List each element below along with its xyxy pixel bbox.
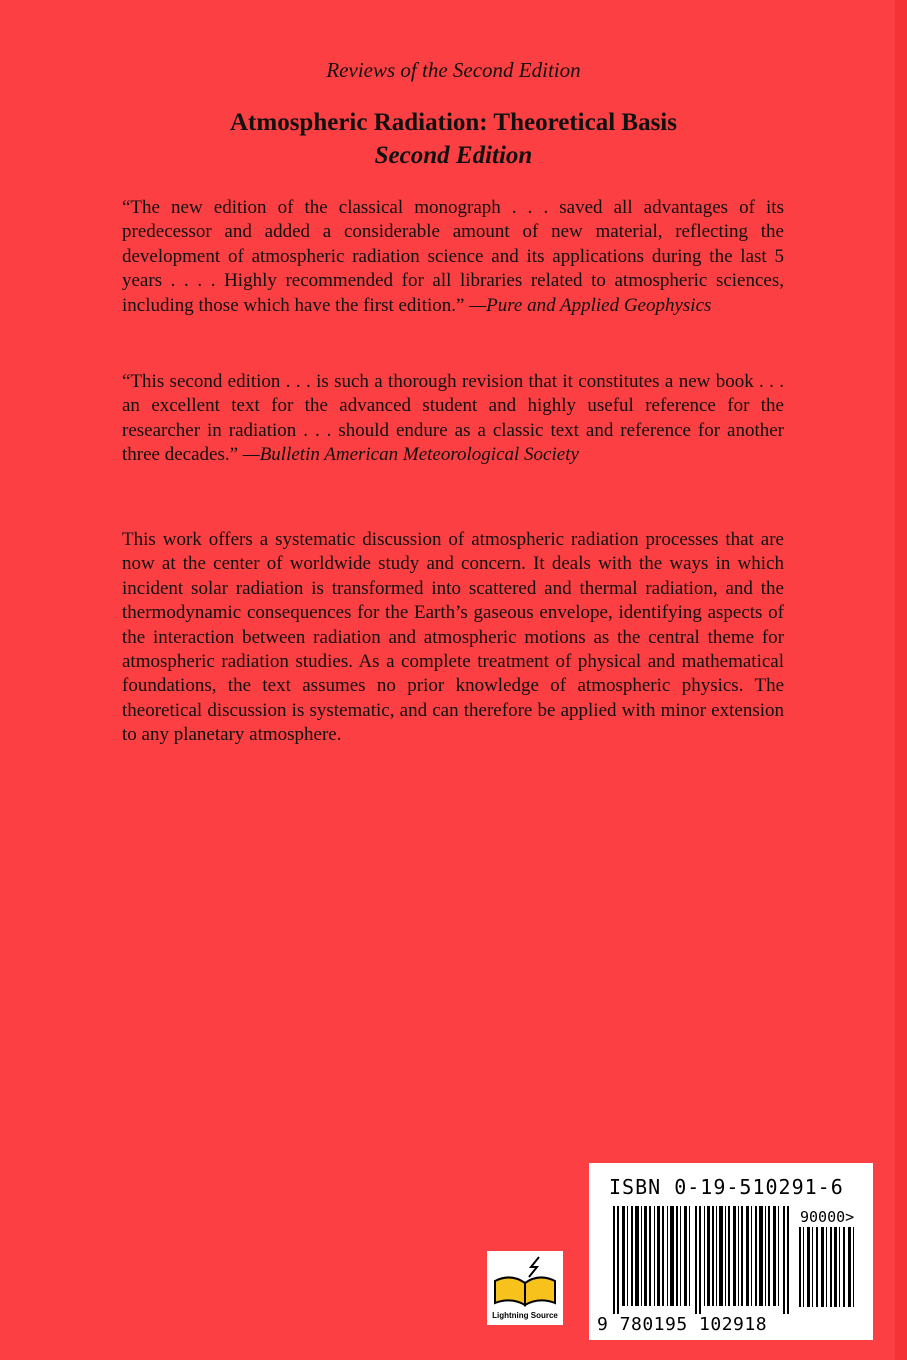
barcode-box <box>589 1163 873 1340</box>
book-title-block <box>0 106 907 172</box>
book-edition: Second Edition <box>374 142 533 169</box>
ean-barcode <box>609 1206 793 1314</box>
price-code: 90000> <box>800 1208 855 1226</box>
publisher-logo-text: Lightning Source <box>492 1311 558 1320</box>
book-description: This work offers a systematic discussion of atmospheric radiation processes that are now at the center of worldwide study and concern. It deals with the ways in which incident solar radiation is transformed into scattered and thermal radiation, and the thermodynamic consequences for the Earth’s gaseous envelope, identifying aspects of the interaction between radiation and atmospheric motions as the central theme for atmospheric radiation studies. As a complete treatment of physical and mathematical foundations, the text assumes no prior knowledge of atmospheric physics. The theoretical discussion is systematic, and can therefore be applied with minor extension to any planetary atmosphere. <box>122 529 784 746</box>
open-book-lightning-icon <box>487 1251 563 1311</box>
cover-edge <box>895 0 907 1360</box>
publisher-logo <box>487 1251 563 1325</box>
price-barcode <box>797 1227 859 1307</box>
review-source: —Pure and Applied Geophysics <box>469 294 712 316</box>
review-quote-1 <box>122 196 784 318</box>
reviews-heading: Reviews of the Second Edition <box>326 58 581 82</box>
isbn-label: ISBN 0-19-510291-6 <box>609 1175 844 1199</box>
review-quote-text: “The new edition of the classical monograph . . . saved all advantages of its predecessor and added a considerable amount of new material, reflecting the development of atmospheric radiation science and its applications during the last 5 years . . . . Highly recommended for all libraries related to atmospheric sciences, including those which have the first edition.” <box>122 197 784 316</box>
review-source: —Bulletin American Meteorological Society <box>242 444 579 466</box>
review-quote-text: “This second edition . . . is such a thorough revision that it constitutes a new book . . . an excellent text for the advanced student and highly useful reference for the researcher in radiation . . . should endure as a classic text and reference for another three decades.” <box>122 371 784 466</box>
review-quote-2 <box>122 370 784 468</box>
book-title: Atmospheric Radiation: Theoretical Basis <box>230 109 677 136</box>
ean-digits: 9 780195 102918 <box>597 1314 768 1335</box>
